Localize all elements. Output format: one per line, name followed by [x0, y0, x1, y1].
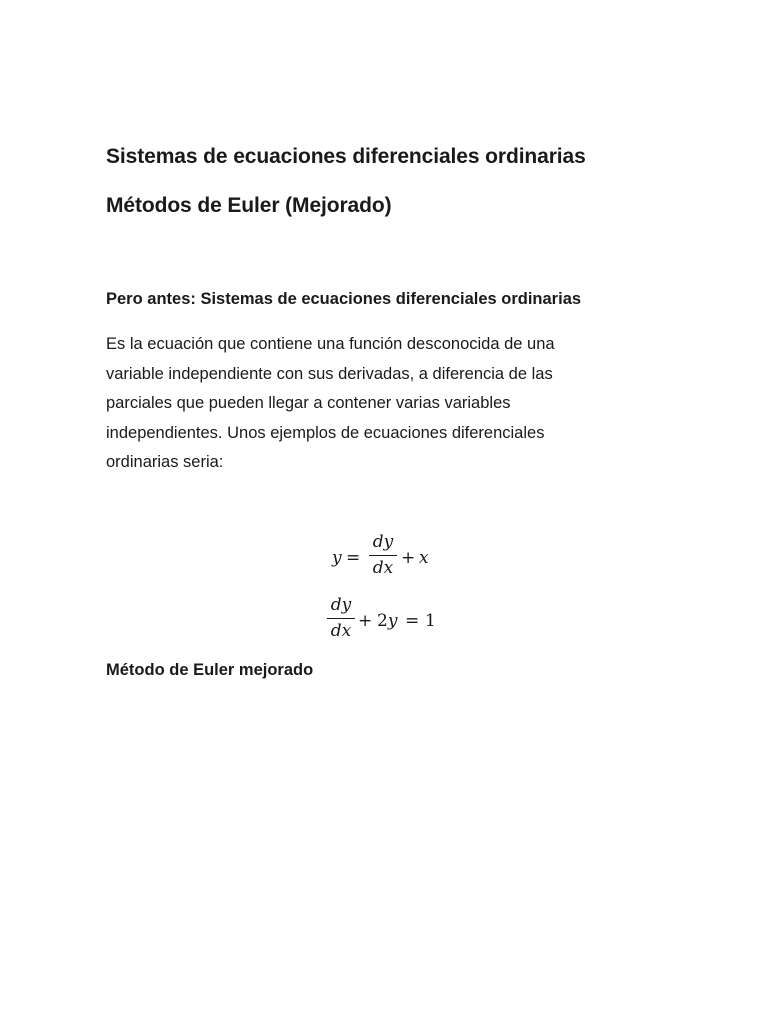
equation-1-plus: +: [401, 548, 416, 568]
paragraph-line: Es la ecuación que contiene una función desconocida de una: [106, 335, 555, 353]
equation-2-numerator: dy: [330, 595, 352, 615]
equation-2-equals: =: [405, 611, 420, 631]
equation-1-equals: =: [346, 548, 361, 568]
equation-1-numerator: dy: [372, 532, 394, 552]
equation-2-plus: +: [358, 611, 373, 631]
equation-2-rhs: 1: [425, 611, 436, 631]
equation-1-lhs: y: [332, 548, 342, 568]
section-heading: Pero antes: Sistemas de ecuaciones diferenciales ordinarias: [106, 290, 582, 308]
paragraph-line: parciales que pueden llegar a contener varias variables: [106, 394, 511, 412]
document-subtitle: Métodos de Euler (Mejorado): [106, 194, 392, 217]
equation-2-term: 2y: [377, 611, 398, 631]
document-title: Sistemas de ecuaciones diferenciales ordinarias: [106, 145, 586, 168]
paragraph-line: independientes. Unos ejemplos de ecuaciones diferenciales: [106, 423, 545, 442]
equation-1-denominator: dx: [372, 558, 394, 578]
equation-1-tail: x: [419, 548, 429, 568]
paragraph-line: ordinarias seria:: [106, 453, 224, 471]
fraction-bar: [327, 618, 355, 619]
equation-2-fraction: [327, 595, 355, 641]
equation-2-denominator: dx: [330, 621, 352, 641]
section-heading-euler: Método de Euler mejorado: [106, 661, 314, 679]
paragraph-line: variable independiente con sus derivadas, a diferencia de las: [106, 364, 553, 383]
